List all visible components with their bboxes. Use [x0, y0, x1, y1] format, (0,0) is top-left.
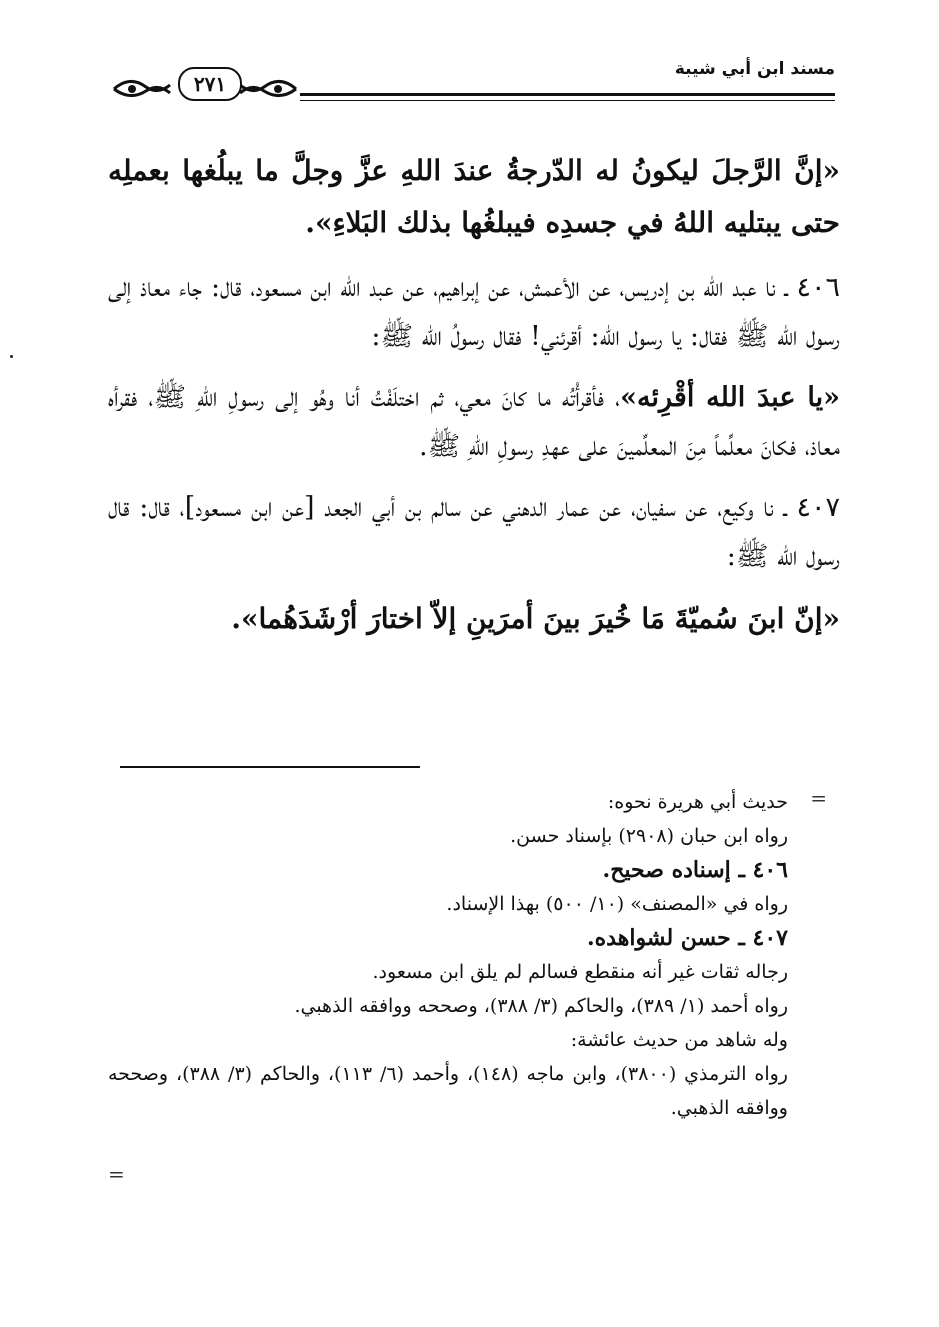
page-header	[110, 55, 835, 115]
page-number: ٢٧١	[178, 67, 242, 101]
page-number-ornament	[110, 65, 300, 107]
footnote-line: حديث أبي هريرة نحوه:	[607, 791, 788, 813]
hadith-406-body	[108, 373, 840, 471]
footnote-line: رواه ابن حبان (٢٩٠٨) بإسناد حسن.	[510, 825, 788, 847]
header-rule-thin	[300, 100, 835, 101]
footnote-separator	[120, 766, 420, 768]
margin-dot	[10, 355, 13, 358]
footnote-line: رواه الترمذي (٣٨٠٠)، وابن ماجه (١٤٨)، وأحمد (٦/ ١١٣)، والحاكم (٣/ ٣٨٨)، وصححه ووافقه الذهبي.	[108, 1063, 788, 1119]
footnote-line: رجاله ثقات غير أنه منقطع فسالم لم يلق ابن مسعود.	[372, 961, 788, 983]
footnote-continuation-start: =	[810, 786, 827, 810]
main-text	[108, 145, 840, 659]
hadith-407-isnad: ٤٠٧ ـ نا وكيع، عن سفيان، عن عمار الدهني عن سالم بن أبي الجعد [عن ابن مسعود]، قال: قال رسول الله ﷺ:	[108, 492, 840, 572]
footnote-line: وله شاهد من حديث عائشة:	[570, 1029, 788, 1051]
footnote-line: رواه في «المصنف» (١٠/ ٥٠٠) بهذا الإسناد.	[446, 893, 788, 915]
footnote-heading-407: ٤٠٧ ـ حسن لشواهده.	[587, 925, 788, 951]
footnote-line: رواه أحمد (١/ ٣٨٩)، والحاكم (٣/ ٣٨٨)، وصححه ووافقه الذهبي.	[294, 995, 788, 1017]
hadith-406-rest: ، فأقرأْتُه ما كانَ معي، ثم اختلَفْتُ أنا وهُو إلى رسولِ اللهِ ﷺ، فقرأه معاذ، فكانَ معلِّماً مِنَ المعلِّمينَ على عهدِ رسولِ اللهِ ﷺ.	[108, 382, 840, 462]
footnote-continuation-end: =	[108, 1162, 125, 1186]
hadith-405-text: «إنَّ الرَّجلَ ليكونُ له الدّرجةُ عندَ اللهِ عزَّ وجلَّ ما يبلُغها بعملِه حتى يبتليه اللهُ في جسدِه فيبلغُها بذلك البَلاءِ».	[108, 154, 840, 239]
hadith-407-quote: «إنّ ابنَ سُميّةَ مَا خُيرَ بينَ أمرَينِ إلاّ اختارَ أرْشَدَهُما».	[231, 602, 840, 635]
header-rule-thick	[300, 93, 835, 96]
hadith-406-isnad: ٤٠٦ ـ نا عبد الله بن إدريس، عن الأعمش، عن إبراهيم، عن عبد الله ابن مسعود، قال: جاء معاذ إلى رسول الله ﷺ فقال: يا رسول الله: أقرئني! فقال رسولُ الله ﷺ:	[108, 272, 840, 352]
book-title: مسند ابن أبي شيبة	[674, 59, 835, 79]
footnotes	[108, 785, 788, 1125]
footnote-heading-406: ٤٠٦ ـ إسناده صحيح.	[602, 857, 788, 883]
hadith-406-quote: «يا عبدَ الله أقْرِئه»	[620, 382, 840, 413]
